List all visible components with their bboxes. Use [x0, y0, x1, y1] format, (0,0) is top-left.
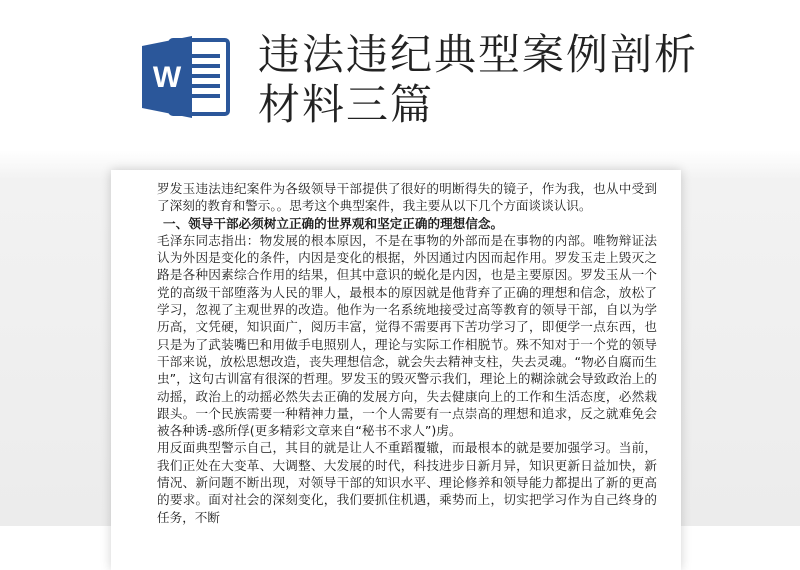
document-body — [157, 180, 657, 526]
word-icon-letter: W — [152, 61, 182, 94]
document-paragraph: 毛泽东同志指出：物发展的根本原因，不是在事物的外部而是在事物的内部。唯物辩证法认为外因是变化的条件，内因是变化的根据，外因通过内因而起作用。罗发玉走上毁灭之路是各种因素综合作用的结果，但其中意识的蜕化是内因，也是主要原因。罗发玉从一个党的高级干部堕落为人民的罪人，最根本的原因就是他背弃了正确的理想和信念，放松了学习，忽视了主观世界的改造。他作为一名系统地接受过高等教育的领导干部，自以为学历高，文凭硬，知识面广，阅历丰富，觉得不需要再下苦功学习了，即便学一点东西，也只是为了武装嘴巴和用做手电照别人，理论与实际工作相脱节。殊不知对于一个党的领导干部来说，放松思想改造，丧失理想信念，就会失去精神支柱，失去灵魂。“物必自腐而生虫”，这句古训富有很深的哲理。罗发玉的毁灭警示我们，理论上的糊涂就会导致政治上的动摇，政治上的动摇必然失去正确的发展方向，失去健康向上的工作和生活态度，必然栽跟头。一个民族需要一种精神力量，一个人需要有一点崇高的理想和追求，反之就难免会被各种诱-惑所俘(更多精彩文章来自“秘书不求人”)虏。 — [157, 232, 657, 439]
header — [0, 0, 800, 160]
document-paragraph: 用反面典型警示自己，其目的就是让人不重蹈覆辙，而最根本的就是要加强学习。当前，我们正处在大变革、大调整、大发展的时代，科技进步日新月异，知识更新日益加快，新情况、新问题不断出现，对领导干部的知识水平、理论修养和领导能力都提出了新的更高的要求。面对社会的深刻变化，我们要抓住机遇，乘势而上，切实把学习作为自己终身的任务，不断 — [157, 440, 657, 525]
page-title: 违法违纪典型案例剖析材料三篇 — [258, 30, 699, 129]
section-heading: 一、领导干部必须树立正确的世界观和坚定正确的理想信念。 — [163, 215, 504, 231]
document-paragraph: 罗发玉违法违纪案件为各级领导干部提供了很好的明断得失的镜子，作为我，也从中受到了深刻的教育和警示。。思考这个典型案件，我主要从以下几个方面谈谈认识。 — [157, 181, 657, 214]
word-document-icon — [140, 34, 232, 120]
